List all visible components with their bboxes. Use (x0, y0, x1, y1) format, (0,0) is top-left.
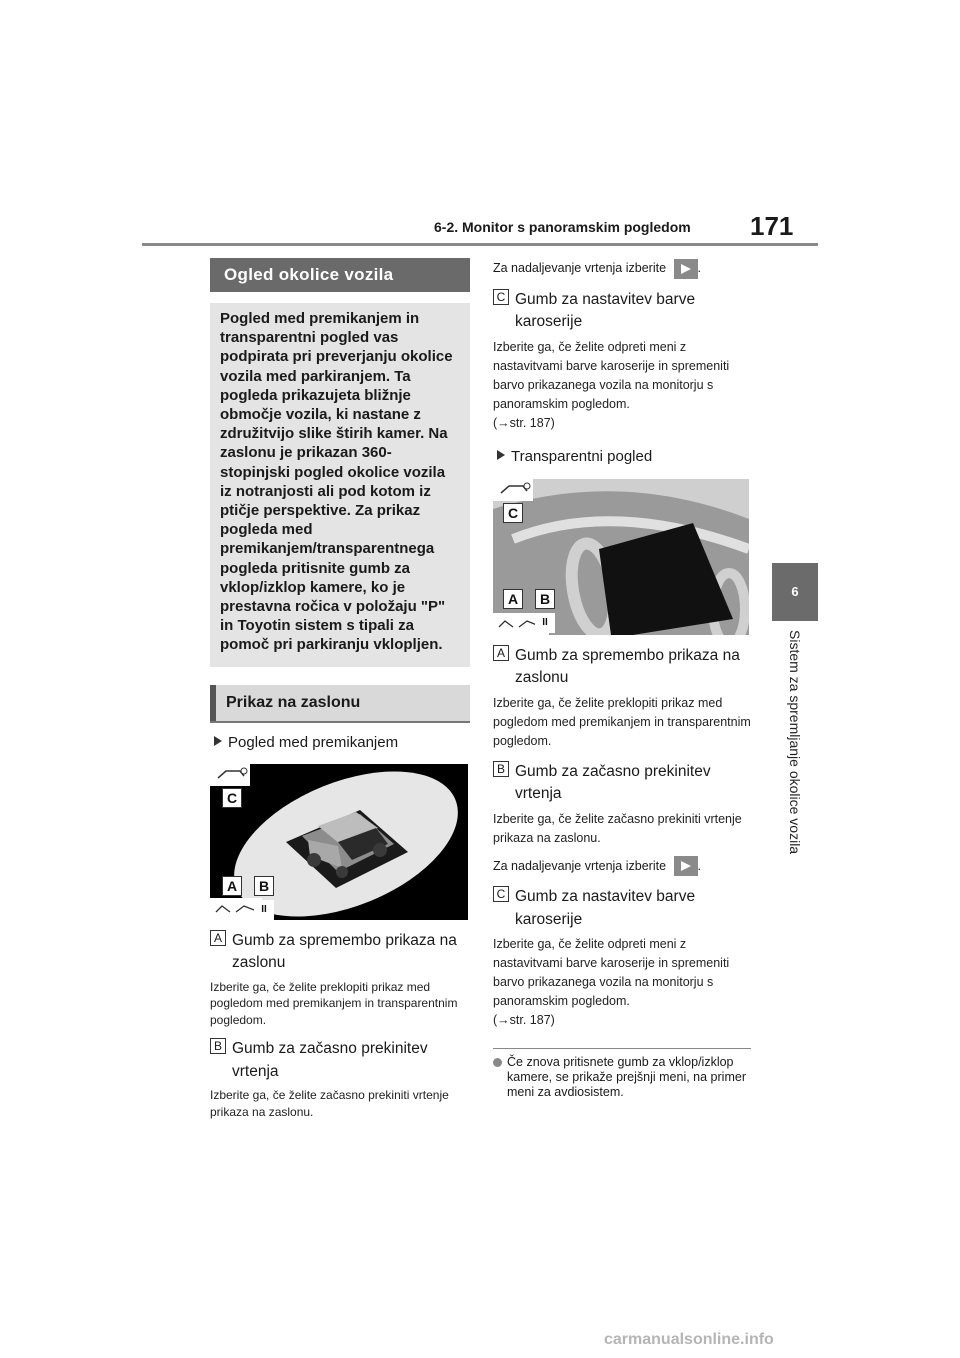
note-bullet-icon (493, 1058, 502, 1067)
item-b-right (493, 761, 751, 806)
item-c2-letter: C (493, 886, 509, 902)
moving-view-screen (210, 764, 468, 920)
item-c2-desc: Izberite ga, če želite odpreti meni z nastavitvami barve karoserije in spremeniti barvo prikazanega vozila na monitorju s panoramskim pogledom. (493, 937, 730, 1009)
item-c1-title: Gumb za nastavitev barve karoserije (515, 290, 696, 331)
item-c1-desc: Izberite ga, če želite odpreti meni z nastavitvami barve karoserije in spremeniti barvo prikazanega vozila na monitorju s panoramskim pogledom. (493, 339, 730, 411)
bullet-triangle-icon (497, 450, 505, 460)
resume-instruction-2-text: Za nadaljevanje vrtenja izberite (493, 858, 667, 873)
item-a-desc-left: Izberite ga, če želite preklopiti prikaz med pogledom med premikanjem in transparentnim pogledom. (210, 979, 458, 1027)
item-c2-title: Gumb za nastavitev barve karoserije (515, 888, 696, 928)
item-a-left (210, 930, 470, 975)
item-a-desc-right: Izberite ga, če želite preklopiti prikaz med pogledom med premikanjem in transparentnim pogledom. (493, 695, 751, 748)
bullet-transparent-view (493, 447, 751, 467)
note-divider (493, 1048, 751, 1049)
item-c1-ref: (→str. 187) (493, 415, 555, 430)
item-a-title-left: Gumb za spremembo prikaza na zaslonu (232, 931, 457, 972)
pause-icon: II (535, 613, 555, 633)
section-title-display: Prikaz na zaslonu (210, 685, 470, 721)
right-column (493, 258, 751, 1100)
play-icon (674, 856, 698, 876)
item-b-letter-left: B (210, 1038, 226, 1054)
screen-button-c: C (222, 788, 242, 808)
header-divider (142, 243, 818, 246)
page-number: 171 (750, 211, 794, 241)
screen-button-a: A (503, 589, 523, 609)
moving-view-illustration (210, 764, 468, 920)
chapter-side-title (771, 630, 819, 880)
item-b-title-left: Gumb za začasno prekinitev vrtenja (232, 1040, 428, 1080)
item-a-letter-left: A (210, 930, 226, 946)
screen-button-a: A (222, 876, 242, 896)
bullet-moving-view-label: Pogled med premikanjem (228, 733, 399, 751)
item-b-letter-right: B (493, 761, 509, 777)
screen-button-c: C (503, 503, 523, 523)
watermark: carmanualsonline.info (604, 1331, 774, 1348)
item-c1-letter: C (493, 289, 509, 305)
item-a-title-right: Gumb za spremembo prikaza na zaslonu (515, 646, 740, 687)
bullet-triangle-icon (214, 736, 222, 746)
item-b-title-right: Gumb za začasno prekinitev vrtenja (515, 762, 711, 803)
chapter-tab: 6 (772, 563, 818, 621)
play-icon (674, 259, 698, 279)
bullet-transparent-view-label: Transparentni pogled (511, 447, 653, 465)
resume-instruction-1-text: Za nadaljevanje vrtenja izberite (493, 261, 667, 275)
item-a-letter-right: A (493, 645, 509, 661)
bullet-moving-view (210, 733, 470, 753)
item-b-desc-left: Izberite ga, če želite začasno prekiniti vrtenje prikaza na zaslonu. (210, 1088, 449, 1120)
pause-icon: II (254, 900, 274, 920)
screen-button-b: B (535, 589, 555, 609)
item-a-right (493, 645, 751, 690)
item-b-desc-right: Izberite ga, če želite začasno prekiniti vrtenje prikaza na zaslonu. (493, 811, 742, 845)
section-title-surroundings: Ogled okolice vozila (210, 258, 470, 292)
item-c2-ref: (→str. 187) (493, 1013, 555, 1028)
note (493, 1055, 751, 1100)
transparent-view-illustration (493, 479, 749, 635)
resume-instruction-2: Za nadaljevanje vrtenja izberite . (493, 856, 751, 877)
note-text: Če znova pritisnete gumb za vklop/izklop kamere, se prikaže prejšnji meni, na primer meni za avdiosistem. (507, 1055, 746, 1100)
section-underline (210, 721, 470, 723)
transparent-view-screen (493, 479, 749, 635)
chapter-side-title-text: Sistem za spremljanje okolice vozila (787, 630, 803, 855)
resume-instruction-1: Za nadaljevanje vrtenja izberite . (493, 258, 751, 279)
screen-button-b: B (254, 876, 274, 896)
item-b-left (210, 1038, 470, 1083)
item-c2 (493, 886, 751, 931)
left-column (210, 258, 470, 1121)
item-c1 (493, 289, 751, 334)
running-header: 6-2. Monitor s panoramskim pogledom (434, 219, 691, 235)
intro-box: Pogled med premikanjem in transparentni pogled vas podpirata pri preverjanju okolice vozila med parkiranjem. Ta pogleda prikazujeta bližnje območje vozila, ki nastane z združitvijo slike štirih kamer. Na zaslonu je prikazan 360-stopinjski pogled okolice vozila iz notranjosti ali pod kotom iz ptičje perspektive. Za prikaz pogleda med premikanjem/transparentnega pogleda pritisnite gumb za vklop/izklop kamere, ko je prestavna ročica v položaju "P" in Toyotin sistem s tipali za pomoč pri parkiranju vklopljen. (210, 303, 470, 667)
